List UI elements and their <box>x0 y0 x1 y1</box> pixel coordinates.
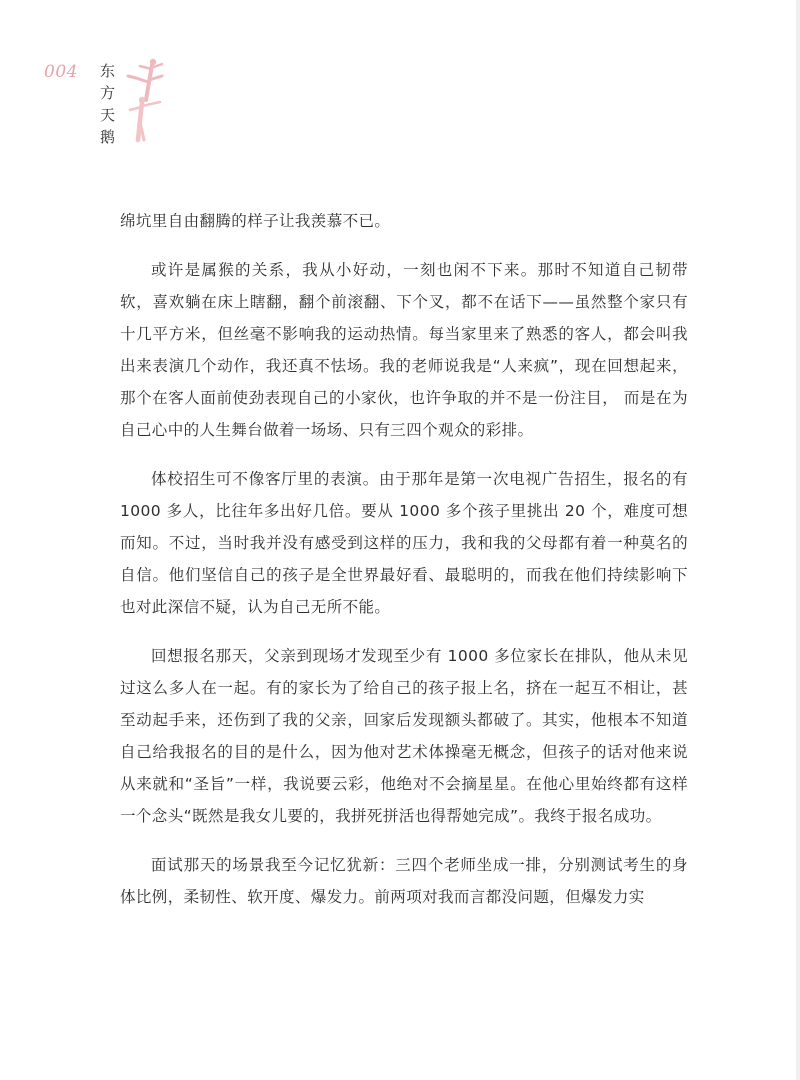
paragraph: 回想报名那天，父亲到现场才发现至少有 1000 多位家长在排队，他从未见过这么多人在一起。有的家长为了给自己的孩子报上名，挤在一起互不相让，甚至动起手来，还伤到了我的父亲，回家后发现额头都破了。其实，他根本不知道自己给我报名的目的是什么，因为他对艺术体操毫无概念，但孩子的话对他来说从来就和“圣旨”一样，我说要云彩，他绝对不会摘星星。在他心里始终都有这样一个念头“既然是我女儿要的，我拼死拼活也得帮她完成”。我终于报名成功。 <box>120 647 688 825</box>
body-text <box>120 205 688 930</box>
paragraph: 面试那天的场景我至今记忆犹新：三四个老师坐成一排，分别测试考生的身体比例，柔韧性、软开度、爆发力。前两项对我而言都没问题，但爆发力实 <box>120 856 688 906</box>
paragraph: 体校招生可不像客厅里的表演。由于那年是第一次电视广告招生，报名的有 1000 多人，比往年多出好几倍。要从 1000 多个孩子里挑出 20 个，难度可想而知。不过，当时我并没有感受到这样的压力，我和我的父母都有着一种莫名的自信。他们坚信自己的孩子是全世界最好看、最聪明的，而我在他们持续影响下也对此深信不疑，认为自己无所不能。 <box>120 470 688 616</box>
page-edge <box>796 0 800 1080</box>
page-number: 004 <box>44 62 78 82</box>
paragraph: 或许是属猴的关系，我从小好动，一刻也闲不下来。那时不知道自己韧带软，喜欢躺在床上瞎翻，翻个前滚翻、下个叉，都不在话下——虽然整个家只有十几平方米，但丝毫不影响我的运动热情。每当家里来了熟悉的客人，都会叫我出来表演几个动作，我还真不怯场。我的老师说我是“人来疯”，现在回想起来，那个在客人面前使劲表现自己的小家伙，也许争取的并不是一份注目， 而是在为自己心中的人生舞台做着一场场、只有三四个观众的彩排。 <box>120 261 688 439</box>
book-title: 东方天鹅 <box>100 62 116 146</box>
ballet-dancers-icon <box>122 56 166 144</box>
paragraph: 绵坑里自由翻腾的样子让我羡慕不已。 <box>120 212 391 230</box>
